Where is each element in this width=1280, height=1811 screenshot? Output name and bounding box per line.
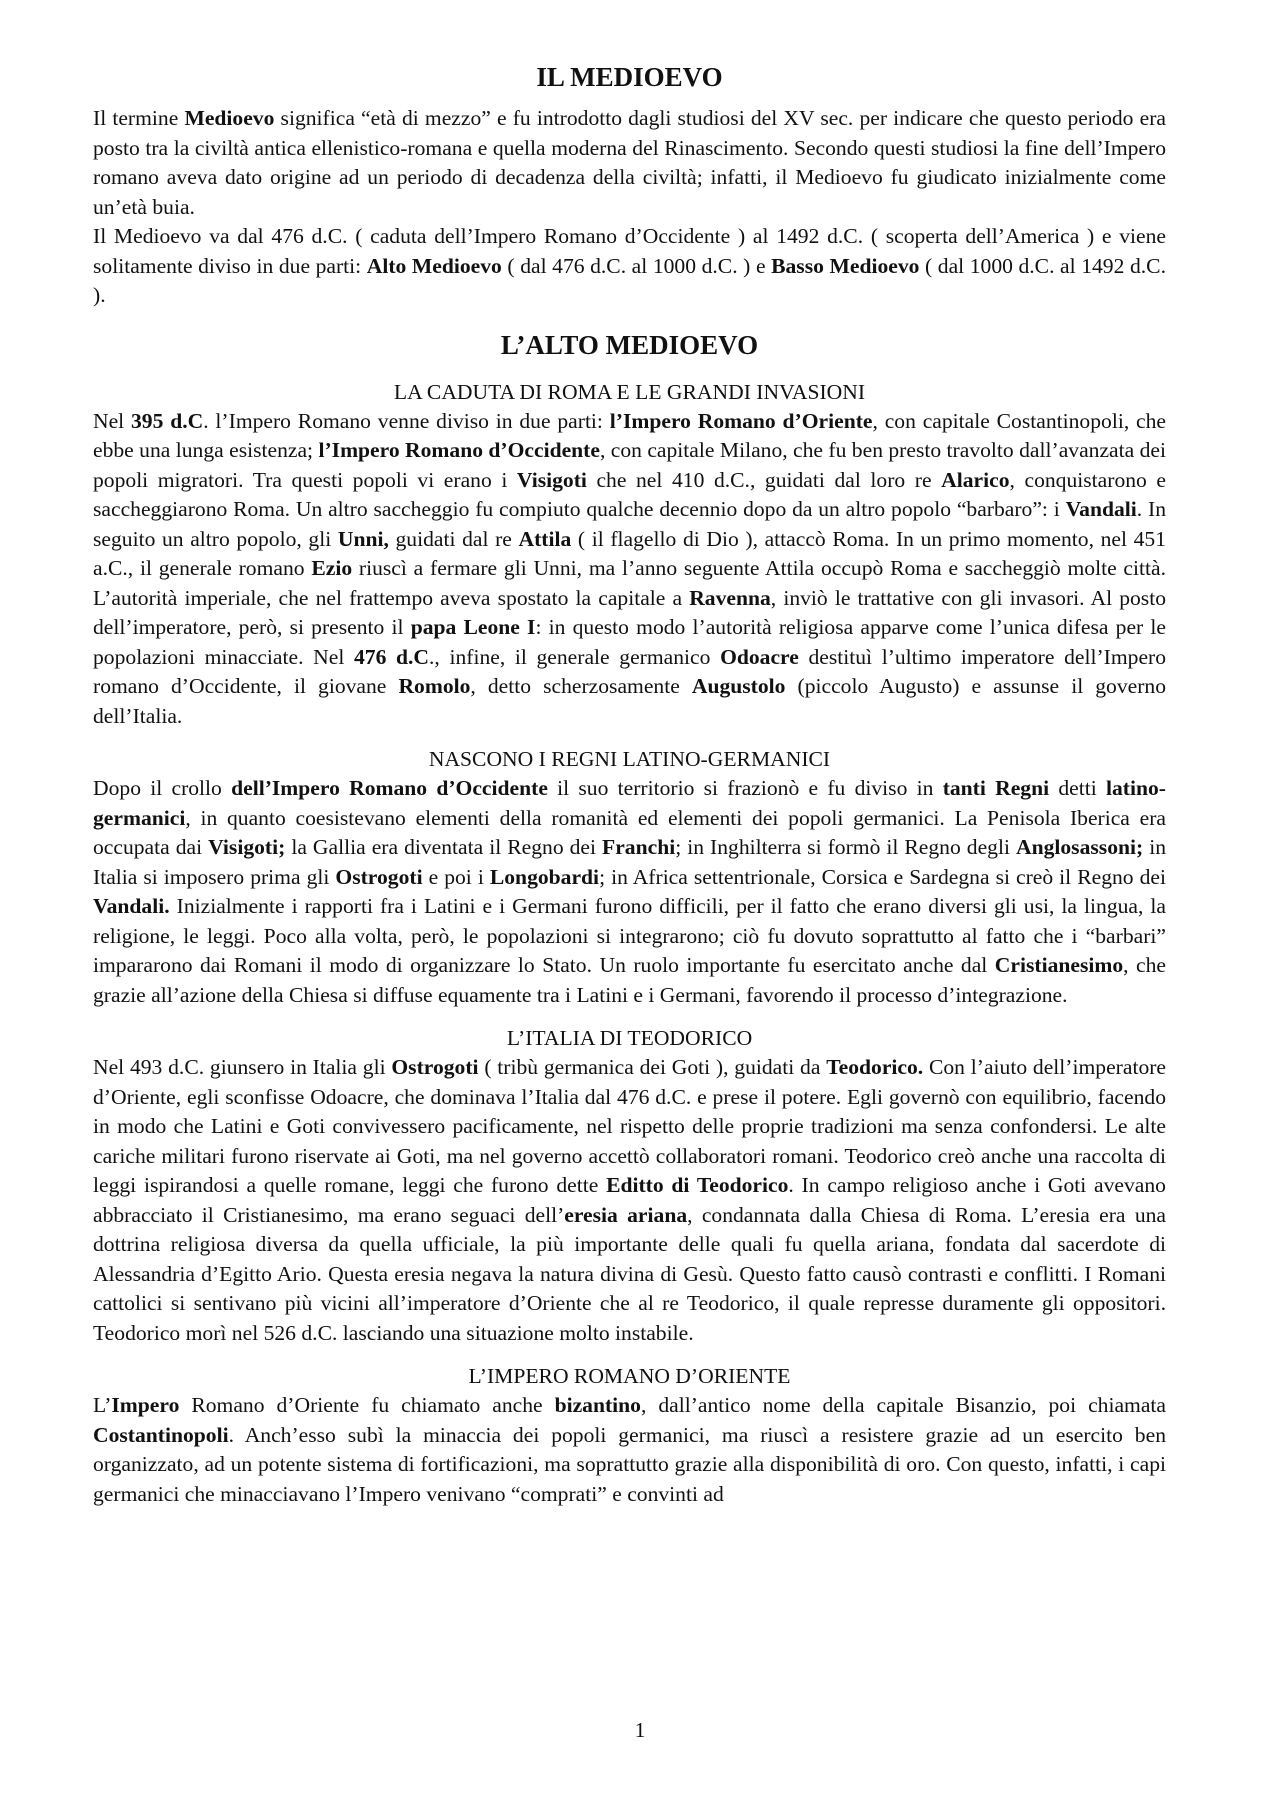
section-paragraph: Nel 395 d.C. l’Impero Romano venne diviso in due parti: l’Impero Romano d’Oriente, con capitale Costantinopoli, che ebbe una lunga esistenza; l’Impero Romano d’Occidente, con capitale Milano, che fu ben presto travolto dall’avanzata dei popoli migratori. Tra questi popoli vi erano i Visigoti che nel 410 d.C., guidati dal loro re Alarico, conquistarono e saccheggiarono Roma. Un altro saccheggio fu compiuto qualche decennio dopo da un altro popolo “barbaro”: i Vandali. In seguito un altro popolo, gli Unni, guidati dal re Attila ( il flagello di Dio ), attaccò Roma. In un primo momento, nel 451 a.C., il generale romano Ezio riuscì a fermare gli Unni, ma l’anno seguente Attila occupò Roma e saccheggiò molte città. L’autorità imperiale, che nel frattempo aveva spostato la capitale a Ravenna, inviò le trattative con gli invasori. Al posto dell’imperatore, però, si presento il papa Leone I: in questo modo l’autorità religiosa apparve come l’unica difesa per le popolazioni minacciate. Nel 476 d.C., infine, il generale germanico Odoacre destituì l’ultimo imperatore dell’Impero romano d’Occidente, il giovane Romolo, detto scherzosamente Augustolo (piccolo Augusto) e assunse il governo dell’Italia. [93, 408, 1167, 728]
section-italia-di-teodorico [93, 1023, 1166, 1348]
document-title: IL MEDIOEVO [536, 62, 723, 92]
bold-term: Visigoti [516, 467, 587, 492]
intro-paragraph: Il termine Medioevo significa “età di mezzo” e fu introdotto dagli studiosi del XV sec. per indicare che questo periodo era posto tra la civiltà antica ellenistico-romana e quella moderna del Rinascimento. Secondo questi studiosi la fine dell’Impero romano aveva dato origine ad un periodo di decadenza della civiltà; infatti, il Medioevo fu giudicato inizialmente come un’età buia. [93, 106, 1166, 219]
bold-term: 395 d.C [131, 408, 204, 433]
bold-term: Ezio [311, 556, 353, 580]
bold-term: Ostrogoti [335, 864, 423, 889]
bold-term: Ostrogoti [391, 1055, 479, 1079]
bold-term: Romolo [398, 674, 471, 698]
bold-term: Teodorico. [826, 1055, 924, 1079]
section-heading: LA CADUTA DI ROMA E LE GRANDI INVASIONI [393, 379, 866, 404]
bold-term: Alto Medioevo [366, 253, 502, 278]
bold-term: Editto di Teodorico [606, 1173, 789, 1197]
section-caduta-di-roma [93, 377, 1166, 732]
bold-term: Vandali. [93, 894, 170, 918]
section-paragraph: Nel 493 d.C. giunsero in Italia gli Ostrogoti ( tribù germanica dei Goti ), guidati da Teodorico. Con l’aiuto dell’imperatore d’Oriente, egli sconfisse Odoacre, che dominava l’Italia dal 476 d.C. e prese il potere. Egli governò con equilibrio, facendo in modo che Latini e Goti convivessero pacificamente, nel rispetto delle proprie tradizioni ma senza confondersi. Le alte cariche militari furono riservate ai Goti, ma nel governo accettò collaboratori romani. Teodorico creò anche una raccolta di leggi ispirandosi a quelle romane, leggi che furono dette Editto di Teodorico. In campo religioso anche i Goti avevano abbracciato il Cristianesimo, ma erano seguaci dell’eresia ariana, condannata dalla Chiesa di Roma. L’eresia era una dottrina religiosa diversa da quella ufficiale, la più importante delle quali fu quella ariana, fondata dal sacerdote di Alessandria d’Egitto Ario. Questa eresia negava la natura divina di Gesù. Questo fatto causò contrasti e conflitti. I Romani cattolici si sentivano più vicini all’imperatore d’Oriente che al re Teodorico, il quale represse duramente gli oppositori. Teodorico morì nel 526 d.C. lasciando una situazione molto instabile. [93, 1055, 1167, 1345]
bold-term: Longobardi [489, 864, 600, 889]
bold-term: dell’Impero Romano d’Occidente [231, 776, 548, 800]
bold-term: Cristianesimo [994, 953, 1124, 977]
page-number: 1 [634, 1718, 646, 1742]
bold-term: Franchi [602, 835, 676, 859]
bold-term: eresia ariana [564, 1202, 688, 1227]
bold-term: Attila [518, 526, 572, 551]
bold-term: Augustolo [691, 674, 786, 698]
section-paragraph: L’Impero Romano d’Oriente fu chiamato anche bizantino, dall’antico nome della capitale Bisanzio, poi chiamata Costantinopoli. Anch’esso subì la minaccia dei popoli germanici, ma riuscì a resistere grazie ad un esercito ben organizzato, ad un potente sistema di fortificazioni, ma soprattutto grazie alla disponibilità di oro. Con questo, infatti, i capi germanici che minacciavano l’Impero venivano “comprati” e convinti ad [93, 1393, 1166, 1506]
bold-term: 476 d.C [353, 644, 430, 669]
bold-term: latino-germanici [93, 776, 1166, 830]
bold-term: Visigoti; [208, 835, 286, 859]
bold-term: Anglosassoni; [1015, 835, 1144, 859]
section-heading: NASCONO I REGNI LATINO-GERMANICI [428, 747, 831, 771]
section-impero-romano-oriente [93, 1361, 1166, 1509]
bold-term: tanti Regni [942, 776, 1050, 800]
bold-term: Basso Medioevo [771, 253, 920, 278]
bold-term: Costantinopoli [93, 1422, 229, 1447]
bold-term: Alarico [941, 467, 1010, 492]
bold-term: bizantino [554, 1393, 641, 1417]
bold-term: Odoacre [720, 644, 799, 669]
bold-term: Impero [111, 1393, 180, 1417]
intro-paragraph: Il Medioevo va dal 476 d.C. ( caduta dell’Impero Romano d’Occidente ) al 1492 d.C. ( scoperta dell’America ) e viene solitamente diviso in due parti: Alto Medioevo ( dal 476 d.C. al 1000 d.C. ) e Basso Medioevo ( dal 1000 d.C. al 1492 d.C. ). [93, 224, 1166, 307]
section-heading: L’ITALIA DI TEODORICO [506, 1026, 753, 1050]
intro-block [93, 104, 1166, 311]
bold-term: Unni, [337, 526, 389, 551]
bold-term: papa Leone I [410, 615, 536, 639]
section-regni-latino-germanici [93, 744, 1166, 1010]
bold-term: Ravenna [689, 585, 771, 610]
bold-term: Vandali [1065, 497, 1137, 521]
part-title: L’ALTO MEDIOEVO [500, 329, 759, 360]
document-page [93, 58, 1166, 1509]
section-heading: L’IMPERO ROMANO D’ORIENTE [468, 1364, 791, 1388]
bold-term: l’Impero Romano d’Oriente [609, 408, 873, 433]
bold-term: Medioevo [184, 106, 275, 130]
section-paragraph: Dopo il crollo dell’Impero Romano d’Occidente il suo territorio si frazionò e fu diviso in tanti Regni detti latino-germanici, in quanto coesistevano elementi della romanità ed elementi dei popoli germanici. La Penisola Iberica era occupata dai Visigoti; la Gallia era diventata il Regno dei Franchi; in Inghilterra si formò il Regno degli Anglosassoni; in Italia si imposero prima gli Ostrogoti e poi i Longobardi; in Africa settentrionale, Corsica e Sardegna si creò il Regno dei Vandali. Inizialmente i rapporti fra i Latini e i Germani furono difficili, per il fatto che erano diversi gli usi, la lingua, la religione, le leggi. Poco alla volta, però, le popolazioni si integrarono; ciò fu dovuto soprattutto al fatto che i “barbari” impararono dai Romani il modo di organizzare lo Stato. Un ruolo importante fu esercitato anche dal Cristianesimo, che grazie all’azione della Chiesa si diffuse equamente tra i Latini e i Germani, favorendo il processo d’integrazione. [93, 776, 1166, 1007]
bold-term: l’Impero Romano d’Occidente [318, 438, 600, 462]
